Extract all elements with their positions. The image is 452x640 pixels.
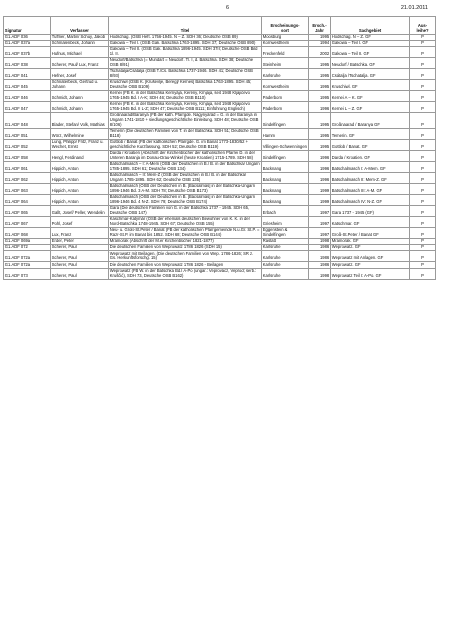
sachgebiet-cell: Groß-St.Peter / Banat GF [331, 227, 410, 238]
jahr-cell: 1999 [309, 194, 331, 205]
jahr-cell: 1986 [309, 245, 331, 251]
signatur-cell: G1.ADF 041 [4, 69, 51, 80]
signatur-cell: G1.ADF 067 [4, 216, 51, 227]
titel-cell: Batschalmasch (OSB der Deutschen in B. [Bácsalmás] in der Batschka-Ungarn 1896-1946 Bd. 3 A-M. SDH 78; Deutsche OSB B173) [109, 183, 262, 194]
verfasser-cell: Hippich, Anton [51, 194, 109, 205]
sachgebiet-cell: Neudorf / Batschka. GF [331, 58, 410, 69]
ort-cell: Backnang [262, 194, 309, 205]
jahr-cell: 1997 [309, 205, 331, 216]
column-header-ausleihe: Aus- leihe? [410, 17, 436, 35]
sachgebiet-cell: Batschalmasch I: A-Mem. GF [331, 161, 410, 172]
titel-cell: Batschalmasch (OSB der Deutschen in B. [Bácsalmás] in der Batschka-Ungarn 1896-1946 Bd. 4 N-Z. SDH 79; Deutsche OSB B174) [109, 194, 262, 205]
titel-cell: Weprowatz (FB W. in der Batschka Bd.I A-Po (ungar.: Veprovácz, Veprod; serb.: Kruščić), SDH 73, Deutsche OSB B162) [109, 268, 262, 279]
sachgebiet-cell: Katschmar. GF [331, 216, 410, 227]
ort-cell: Eggenstein & Sindelfingen [262, 227, 309, 238]
jahr-cell: 2002 [309, 47, 331, 58]
ort-cell: Steinheim [262, 58, 309, 69]
jahr-cell: 1995 [309, 69, 331, 80]
ort-cell: Karlsruhe [262, 268, 309, 279]
table-row [4, 80, 436, 91]
sachgebiet-cell: Weprowatz. GF [331, 245, 410, 251]
table-row [4, 139, 436, 150]
ausleihe-cell: P [410, 113, 436, 129]
ort-cell: Moosburg [262, 34, 309, 40]
table-row [4, 91, 436, 102]
titel-cell: Gottlob / Banat (FB der katholischen Pfarrgde. G. im Banat 1773-1830/52 + geschichtliche Kurzfassung. SDH 52; Deutsche OSB B119) [109, 139, 262, 150]
jahr-cell: 1994 [309, 40, 331, 46]
signatur-cell: G1.ADF 072 [4, 245, 51, 251]
column-header-signatur: Signatur [4, 17, 51, 35]
signatur-cell: G1.ADF 069a [4, 238, 51, 244]
titel-cell: Neu- u. Groß-St.Peter / Banat (FB der katholischen Pfarrgemeinde N.u.Gr. St.P. = Razr-St.P. im Banat bis 1852. SDH 68; Deutsche OSB B144) [109, 227, 262, 238]
ort-cell: Karlsruhe [262, 69, 309, 80]
ort-cell: Sindelfingen [262, 113, 309, 129]
ort-cell: Rastatt [262, 238, 309, 244]
column-header-verfasser: Verfasser [51, 17, 109, 35]
signatur-cell: G1.ADF 062 [4, 172, 51, 183]
table-row [4, 216, 436, 227]
jahr-cell: 1999 [309, 183, 331, 194]
ort-cell: Backnang [262, 183, 309, 194]
sachgebiet-cell: Großnaarad / Baranya GF [331, 113, 410, 129]
ausleihe-cell: P [410, 262, 436, 268]
titel-cell: Kernei (FB K. in der Batschka Kernyája, Kerény, Krnjaja, seit 1948 Kljajićevo 1765-1945 Bd. I A-K; SDH 46; Deutsche OSB B110) [109, 91, 262, 102]
ausleihe-cell: P [410, 40, 436, 46]
table-row [4, 69, 436, 80]
ausleihe-cell: P [410, 58, 436, 69]
verfasser-cell: Scherer, Paul [51, 251, 109, 262]
ausleihe-cell: P [410, 268, 436, 279]
column-header-titel: Titel [109, 17, 262, 35]
ort-cell: Griesheim [262, 216, 309, 227]
table-row [4, 172, 436, 183]
signatur-cell: G1.ADF 036 [4, 34, 51, 40]
jahr-cell: 1995 [309, 91, 331, 102]
titel-cell: Tschatalja/Csátalja (OSB T./Cs. Batschka 1737-1946. SDH 41; Deutsche OSB 8/93) [109, 69, 262, 80]
titel-cell: Batschalmasch – I: A-Mem (OSB der Deutschen in B./ B. in der Batschka/ Ungarn 1785-1895. SDH 61; Deutsche OSB 134) [109, 161, 260, 171]
signatur-cell: G1.ADF 068 [4, 227, 51, 238]
jahr-cell: 1986 [309, 251, 331, 262]
column-header-ort: Erscheinungs- sort [262, 17, 309, 35]
ort-cell: Paderborn [262, 102, 309, 113]
sachgebiet-cell: Hodschag. N – Z. GF [331, 34, 410, 40]
ausleihe-cell: P [410, 238, 436, 244]
verfasser-cell: Lux, Franz [51, 227, 109, 238]
signatur-cell: G1.ADF 046 [4, 91, 51, 102]
ausleihe-cell: P [410, 183, 436, 194]
ausleihe-cell: P [410, 139, 436, 150]
titel-cell: Gakowa – Teil I. (OSB Gak. Batschka 1763-1895. SDH 37; Deutsche OSB 890) [109, 40, 262, 46]
signatur-cell: G1.ADF 073 [4, 268, 51, 279]
verfasser-cell: Scherer, Paul [51, 245, 109, 251]
verfasser-cell: Schnaterbeck, Gertrud u. Johann [51, 80, 109, 91]
ausleihe-cell: P [410, 47, 436, 58]
ort-cell: Karlsruhe [262, 262, 309, 268]
signatur-cell: G1.ADF 061 [4, 161, 51, 172]
sachgebiet-cell: Gakowa – Teil I. GF [331, 40, 410, 46]
jahr-cell: 1998 [309, 238, 331, 244]
table-row [4, 34, 436, 40]
titel-cell: Gara (Die deutschen Familien von G. in der Batschka 1737 - 1945. SDH 65, Deutsche OSB 147) [109, 205, 262, 216]
verfasser-cell: Hefner, Josef [51, 69, 109, 80]
sachgebiet-cell: Gakowa – Teil II. GF [331, 47, 410, 58]
ausleihe-cell: P [410, 150, 436, 161]
sachgebiet-cell: Batschalmasch III: A-M. GF [331, 183, 410, 194]
ort-cell: Freckenfeld [262, 47, 309, 58]
signatur-cell: G1.ADF 065 [4, 205, 51, 216]
ort-cell: Kornwestheim [262, 40, 309, 46]
ausleihe-cell: P [410, 194, 436, 205]
table-row [4, 150, 436, 161]
titel-cell: Kaschmar-Katymár (OSB der ehemals deutschen Bewohner von K. K. in der Nord-Batschka 1748-1945. SDH 67; Deutsche OSB 155) [109, 216, 262, 227]
column-header-jahr: Ersch.- Jahr [309, 17, 331, 35]
sachgebiet-cell: Mramorak. GF [331, 238, 410, 244]
verfasser-cell: Schmalenbeck, Johann [51, 40, 109, 46]
sachgebiet-cell: Kernei L – Z. GF [331, 102, 410, 113]
ausleihe-cell: P [410, 227, 436, 238]
jahr-cell: 1996 [309, 161, 331, 172]
titel-cell: Neudorf/Batschka (= Mundart = Neudorf. Tl. I, d. Batschka. SDH 38; Deutsche OSB 8/91) [109, 58, 262, 69]
jahr-cell: 1996 [309, 172, 331, 183]
signatur-cell: G1.ADF 072a [4, 262, 51, 268]
table-row [4, 251, 436, 262]
table-row [4, 205, 436, 216]
titel-cell: Weprowatz mit Beilagen. (Die deutschen Familien von Wep. 1786-1826; SR z. Gs. Herkunftsforschg. 15) [109, 251, 262, 262]
ort-cell: Sindelfingen [262, 150, 309, 161]
titel-cell: Großnaarad/Baranya (FB der kath. Pfarrgde. Nagynyárád = G. in der Baranya in Ungarn 1741-1810 + siedlungsgeschichtliche Einleitung. SDH 48; Deutsche OSB 8/106) [109, 113, 262, 129]
table-row [4, 194, 436, 205]
jahr-cell: 1998 [309, 268, 331, 279]
ausleihe-cell: P [410, 80, 436, 91]
ort-cell: Backnang [262, 172, 309, 183]
sachgebiet-cell: Batschalmasch II: Mem-Z. GF [331, 172, 410, 183]
jahr-cell: 1986 [309, 262, 331, 268]
verfasser-cell: Scherer, Paul [51, 268, 109, 279]
signatur-cell: G1.ADF 037a [4, 40, 51, 46]
ausleihe-cell: P [410, 172, 436, 183]
ort-cell: Hamm [262, 128, 309, 139]
ausleihe-cell: P [410, 34, 436, 40]
table-row [4, 183, 436, 194]
jahr-cell: 1995 [309, 58, 331, 69]
titel-cell: Mramorak (Abschrift der M.er Kirchenbücher 1821-1877) [109, 238, 262, 244]
jahr-cell: 1996 [309, 150, 331, 161]
sachgebiet-cell: Kruschiwl. GF [331, 80, 410, 91]
verfasser-cell: Scherer, Paul/ Lux, Franz [51, 58, 109, 69]
verfasser-cell: Pohl, Josef [51, 216, 109, 227]
jahr-cell: 1995 [309, 113, 331, 129]
verfasser-cell: Blader, Stefan/ Volk, Mathias [51, 113, 109, 129]
ausleihe-cell: P [410, 91, 436, 102]
table-row [4, 268, 436, 279]
sachgebiet-cell: Batschalmasch IV: N-Z. GF [331, 194, 410, 205]
ort-cell: Paderborn [262, 91, 309, 102]
sachgebiet-cell: Gara 1737 - 1945 (GF) [331, 205, 410, 216]
ausleihe-cell: P [410, 245, 436, 251]
ausleihe-cell: P [410, 128, 436, 139]
signatur-cell: G1.ADF 063 [4, 183, 51, 194]
signatur-cell: G1.ADF 045 [4, 80, 51, 91]
header-row [4, 17, 436, 35]
sachgebiet-cell: Gottlob / Banat. GF [331, 139, 410, 150]
signatur-cell: G1.ADF 051 [4, 128, 51, 139]
sachgebiet-cell: Darda / Kroatien. GF [331, 150, 410, 161]
titel-cell: Kernei (FB K. in der Batschka Kernyája, Kerény, Krnjaja, seit 1948 Kljajićevo 1765-1945 Bd. II L-Z; SDH 47; Deutsche OSB B111; Einführung Englisch) [109, 102, 262, 113]
signatur-cell: G1.ADF 058 [4, 150, 51, 161]
catalog-table [3, 16, 436, 280]
titel-cell: Hodschag. (OSB Heft. 1756-1945. N – Z. SDH 36; Deutsche OSB 89) [109, 34, 262, 40]
verfasser-cell: Wörz, Wilhelmine [51, 128, 109, 139]
verfasser-cell: Tuffner, Martin/ Schuy, Jakob [51, 34, 109, 40]
verfasser-cell: Gallt, Josef/ Peller, Wendelin [51, 205, 109, 216]
table-row [4, 47, 436, 58]
table-row [4, 58, 436, 69]
table-row [4, 113, 436, 129]
verfasser-cell: Scherer, Paul [51, 262, 109, 268]
signatur-cell: G1.ADF 048 [4, 113, 51, 129]
jahr-cell: 1995 [309, 128, 331, 139]
ort-cell: Karlsruhe [262, 251, 309, 262]
sachgebiet-cell: Weprowatz mit Anlagen. GF [331, 251, 410, 262]
jahr-cell: 1995 [309, 80, 331, 91]
verfasser-cell: Erder, Peter [51, 238, 109, 244]
verfasser-cell: Schmidt, Johann [51, 102, 109, 113]
signatur-cell: G1.ADF 072a [4, 251, 51, 262]
ausleihe-cell: P [410, 102, 436, 113]
sachgebiet-cell: Weprowatz Teil I: A-Po. GF [331, 268, 410, 279]
signatur-cell: G1.ADF 064 [4, 194, 51, 205]
titel-cell: Darda / Kroatien (Abschrift der Kirchenbücher der katholischen Pfarrei D. in der Unteren Baranja im Donau-Drau-Winkel (heute Kroatien) 1715-1789. SDH 58) [109, 150, 262, 161]
table-row [4, 102, 436, 113]
titel-cell: Gakowa – Teil II. (OSB Gak. Batschka 1896-1945. SDH 37II; Deutsche OSB Bild 1l. II. [109, 47, 262, 58]
jahr-cell: 1997 [309, 227, 331, 238]
jahr-cell: 1995 [309, 139, 331, 150]
ort-cell: Kornwestheim [262, 80, 309, 91]
sachgebiet-cell: Kernei A – K. GF [331, 91, 410, 102]
titel-cell: Die deutschen Familien von Weprowatz 1786 1826 (SDH 15) [109, 245, 262, 251]
page-header [0, 2, 452, 12]
verfasser-cell: Lung, Philipp/ Fritz, Franz u. Wechet, Ernst [51, 139, 109, 150]
jahr-cell: 1995 [309, 34, 331, 40]
titel-cell: Die deutschen Familien von Weprowatz 1786 1826 - Beilagen [109, 262, 262, 268]
sachgebiet-cell: Weprowatz. GF [331, 262, 410, 268]
ausleihe-cell: P [410, 216, 436, 227]
catalog-body [4, 34, 436, 279]
jahr-cell: 1996 [309, 102, 331, 113]
titel-cell: Batschalmasch – II: Mem-Z (OSB der Deutschen in B./ B. in der Batschka/ Ungarn 1785-1895. SDH 62; Deutsche OSB 135) [109, 172, 262, 183]
signatur-cell: G1.ADF 047 [4, 102, 51, 113]
page-number: 6 [226, 5, 230, 11]
column-header-sachgebiet: Sachgebiet [331, 17, 410, 35]
table-row [4, 128, 436, 139]
table-row [4, 227, 436, 238]
ort-cell: Karlsruhe [262, 245, 309, 251]
jahr-cell: 1997 [309, 216, 331, 227]
table-row [4, 161, 436, 172]
titel-cell: Temerin (Die deutschen Familien von T. in der Batschka. SDH 51; Deutsche OSB B118) [109, 128, 262, 139]
signatur-cell: G1.ADF 037b [4, 47, 51, 58]
signatur-cell: G1.ADF 052 [4, 139, 51, 150]
sachgebiet-cell: Temerin. GF [331, 128, 410, 139]
ort-cell: Backnang [262, 161, 309, 172]
verfasser-cell: Hippich, Anton [51, 172, 109, 183]
print-date: 21.01.2011 [400, 5, 428, 11]
verfasser-cell: Hengl, Ferdinand [51, 150, 109, 161]
verfasser-cell: Hippich, Anton [51, 161, 109, 172]
ausleihe-cell: P [410, 251, 436, 262]
titel-cell: Kruschiwl (OSB K. [Kruševlje, Bereg]/ Kernes] Batschka 1763-1895. SDH 45; Deutsche OSB B109) [109, 80, 262, 91]
sachgebiet-cell: Csátalja /Tschatalja. GF [331, 69, 410, 80]
ort-cell: Villingen-Schwenningen [262, 139, 309, 150]
ausleihe-cell: P [410, 69, 436, 80]
ort-cell: Erbach [262, 205, 309, 216]
ausleihe-cell: P [410, 205, 436, 216]
verfasser-cell: Hippich, Anton [51, 183, 109, 194]
signatur-cell: G1.ADF 038 [4, 58, 51, 69]
verfasser-cell: Hufnus, Michael [51, 47, 109, 58]
verfasser-cell: Schmidt, Johann [51, 91, 109, 102]
ausleihe-cell: P [410, 161, 436, 172]
